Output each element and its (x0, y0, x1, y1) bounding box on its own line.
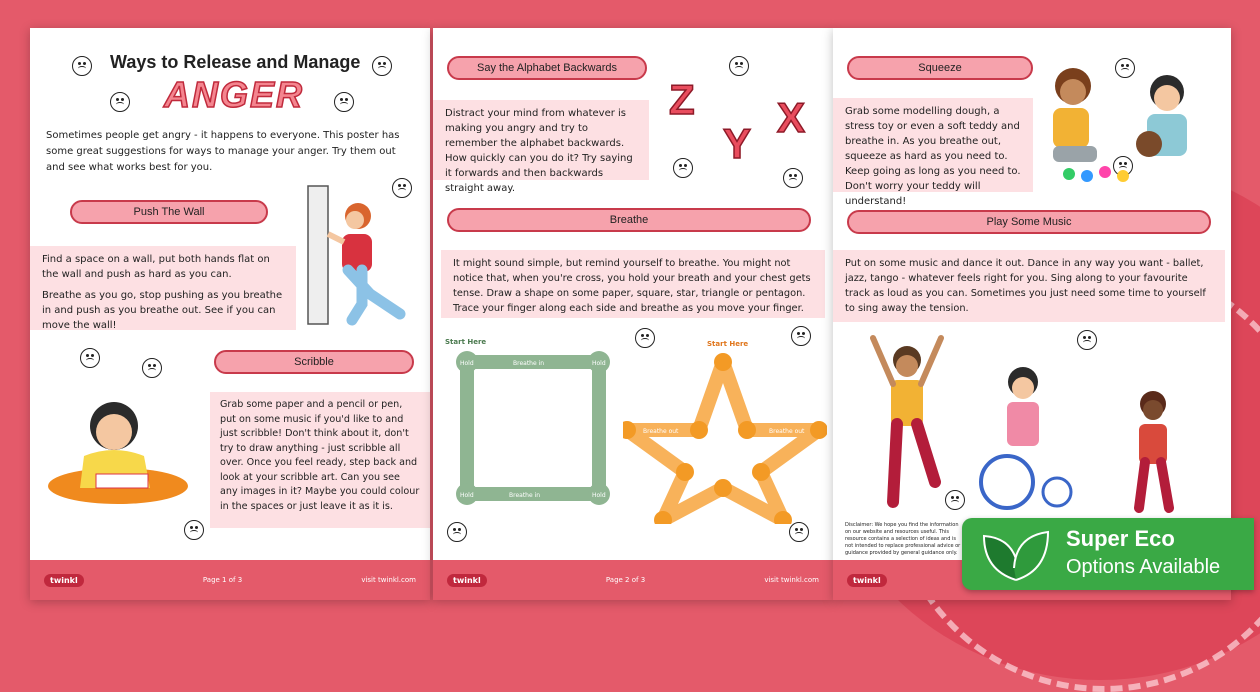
alphabet-text: Distract your mind from whatever is making you angry and try to remember the alphabet backwards. How quickly can you do it? Try saying it forwards and then backwards straight away. (433, 100, 649, 180)
angry-face-icon (945, 490, 965, 510)
letter-x: X (777, 94, 806, 141)
page-number: Page 1 of 3 (202, 576, 243, 584)
poster-page-3 (833, 28, 1231, 600)
music-heading: Play Some Music (847, 210, 1211, 234)
breathing-star-diagram (623, 334, 827, 524)
page-2-footer (433, 560, 833, 600)
twinkl-logo: twinkl (447, 574, 487, 587)
angry-face-icon (142, 358, 162, 378)
angry-face-icon (334, 92, 354, 112)
breathe-in-label: Breathe in (513, 360, 545, 367)
start-here-label: Start Here (707, 340, 749, 348)
letter-y: Y (723, 120, 752, 167)
poster-title-anger: ANGER (164, 74, 305, 115)
hold-label: Hold (460, 492, 474, 499)
push-wall-text-2: Breathe as you go, stop pushing as you breathe in and push as you breathe out. See if you can move the wall! (42, 290, 283, 331)
squeeze-text: Grab some modelling dough, a stress toy or even a soft teddy and breathe in. As you breathe out, squeeze as hard as you need to. Keep going as long as you need to. Don't worry your teddy will understand! (833, 98, 1033, 192)
hold-label: Hold (592, 492, 606, 499)
twinkl-logo: twinkl (44, 574, 84, 587)
poster-page-2 (433, 28, 833, 600)
angry-face-icon (80, 348, 100, 368)
letter-z: Z (669, 76, 695, 123)
super-eco-badge[interactable] (962, 518, 1254, 590)
push-wall-text-1: Find a space on a wall, put both hands flat on the wall and push as hard as you can. (42, 254, 270, 280)
angry-face-icon (447, 522, 467, 542)
breathe-text: It might sound simple, but remind yourself to breathe. You might not notice that, when you're cross, you hold your breath and your chest gets tense. Draw a shape on some paper, square, star, triangle or pentagon. Trace your finger along each side and breathe as you move your finger. (441, 250, 825, 318)
angry-face-icon (783, 168, 803, 188)
children-dancing-illustration (857, 332, 1197, 516)
page-1-footer (30, 560, 430, 600)
intro-text: Sometimes people get angry - it happens to everyone. This poster has some great suggestions for ways to manage your anger. Try them out and see what works best for you. (46, 130, 400, 173)
breathe-heading: Breathe (447, 208, 811, 232)
hold-label: Hold (460, 360, 474, 367)
hold-label: Hold (592, 360, 606, 367)
breathe-out-label: Breathe out (769, 428, 805, 435)
angry-face-icon (729, 56, 749, 76)
twinkl-logo: twinkl (847, 574, 887, 587)
poster-page-1 (30, 28, 430, 600)
alphabet-heading: Say the Alphabet Backwards (447, 56, 647, 80)
angry-face-icon (110, 92, 130, 112)
breathing-square-diagram (439, 330, 625, 514)
music-text: Put on some music and dance it out. Dance in any way you want - ballet, jazz, tango - whatever feels right for you. Sing along to your favourite track as loud as you can. Sometimes you just need some time to yourself to sing away the tension. (833, 250, 1225, 322)
scribble-heading: Scribble (214, 350, 414, 374)
breathe-out-label: Breathe out (643, 428, 679, 435)
start-here-label: Start Here (445, 338, 487, 346)
angry-face-icon (184, 520, 204, 540)
angry-face-icon (789, 522, 809, 542)
child-pushing-wall-illustration (300, 184, 418, 326)
push-wall-box (30, 246, 296, 330)
push-wall-heading: Push The Wall (70, 200, 268, 224)
badge-line-1: Super Eco (1066, 526, 1175, 551)
disclaimer-text: Disclaimer: We hope you find the information on our website and resources useful. This resource contains a selection of ideas and is not intended to replace professional advice or guidance provided by general guidance only. (845, 522, 961, 556)
angry-face-icon (372, 56, 392, 76)
squeeze-heading: Squeeze (847, 56, 1033, 80)
child-scribbling-illustration (46, 378, 196, 508)
poster-title: Ways to Release and Manage (110, 52, 361, 72)
scribble-text: Grab some paper and a pencil or pen, put on some music if you'd like to and just scribble! Don't think about it, don't try to draw anything - just scribble all over. Once you feel ready, step back and look at your scribble art. Can you see any images in it? Maybe you could colour in the spaces or just leave it as it is. (210, 392, 430, 528)
footer-url: visit twinkl.com (764, 576, 819, 584)
angry-face-icon (673, 158, 693, 178)
angry-face-icon (72, 56, 92, 76)
breathe-in-label: Breathe in (509, 492, 541, 499)
children-squeezing-illustration (1043, 58, 1203, 188)
footer-url: visit twinkl.com (361, 576, 416, 584)
leaf-icon (976, 524, 1056, 584)
page-number: Page 2 of 3 (605, 576, 646, 584)
badge-line-2: Options Available (1066, 556, 1221, 578)
